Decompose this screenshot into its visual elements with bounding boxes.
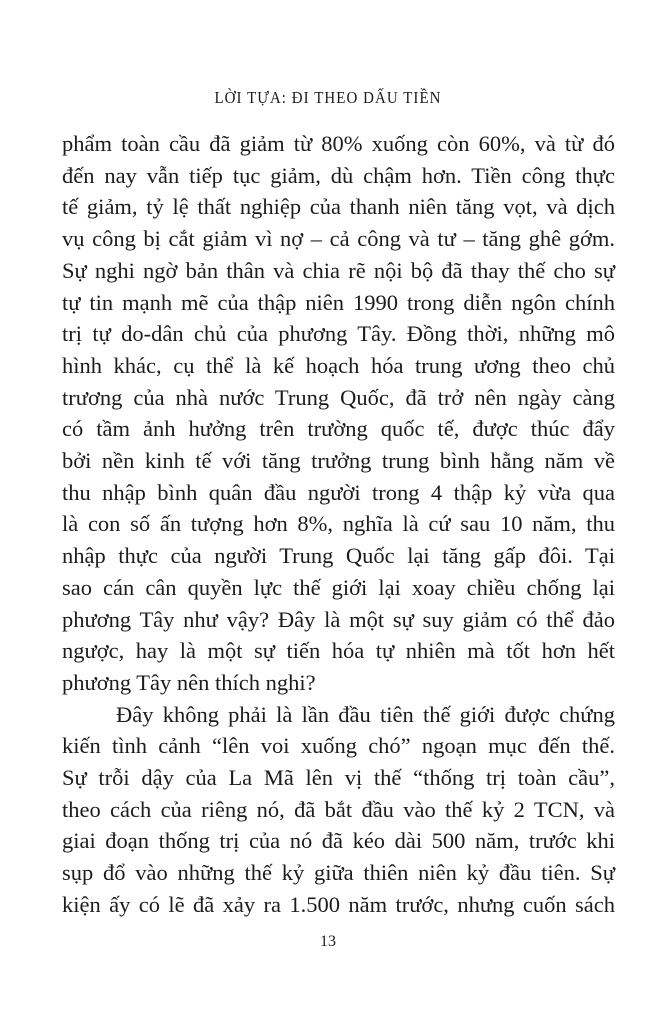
text-line: phương Tây như vậy? Đây là một sự suy giảm có thể đảo (62, 606, 615, 632)
text-line: bởi nền kinh tế với tăng trưởng trung bình hằng năm về (62, 448, 615, 474)
text-line: thu nhập bình quân đầu người trong 4 thập kỷ vừa qua (62, 479, 615, 505)
text-line: hình khác, cụ thể là kế hoạch hóa trung ương theo chủ (62, 352, 615, 378)
text-line: trị tự do-dân chủ của phương Tây. Đồng thời, những mô (62, 321, 615, 347)
text-line: kiến tình cảnh “lên voi xuống chó” ngoạn mục đến thế. (62, 733, 615, 759)
text-line: tự tin mạnh mẽ của thập niên 1990 trong diễn ngôn chính (62, 289, 615, 315)
text-line: theo cách của riêng nó, đã bắt đầu vào thế kỷ 2 TCN, và (62, 796, 615, 822)
page-number: 13 (320, 933, 336, 950)
text-line: phẩm toàn cầu đã giảm từ 80% xuống còn 60%, và từ đó (62, 131, 615, 156)
paragraph-1 (62, 128, 615, 699)
paragraph-2 (62, 699, 615, 921)
text-line: Sự trỗi dậy của La Mã lên vị thế “thống trị toàn cầu”, (62, 765, 615, 791)
text-line: kiện ấy có lẽ đã xảy ra 1.500 năm trước, nhưng cuốn sách (62, 891, 615, 917)
text-line: Sự nghi ngờ bản thân và chia rẽ nội bộ đã thay thế cho sự (62, 257, 615, 283)
text-line: đến nay vẫn tiếp tục giảm, dù chậm hơn. Tiền công thực (62, 162, 615, 188)
text-line: trương của nhà nước Trung Quốc, đã trở nên ngày càng (62, 384, 615, 410)
text-line: Đây không phải là lần đầu tiên thế giới được chứng (116, 701, 615, 727)
text-line: phương Tây nên thích nghi? (62, 669, 316, 695)
text-line: giai đoạn thống trị của nó đã kéo dài 500 năm, trước khi (62, 828, 615, 854)
text-line: tế giảm, tỷ lệ thất nghiệp của thanh niên tăng vọt, và dịch (62, 194, 615, 220)
text-line: nhập thực của người Trung Quốc lại tăng gấp đôi. Tại (62, 543, 615, 569)
text-line: có tầm ảnh hưởng trên trường quốc tế, được thúc đẩy (62, 416, 615, 442)
text-line: sụp đổ vào những thế kỷ giữa thiên niên kỷ đầu tiên. Sự (62, 860, 615, 886)
running-head: LỜI TỰA: ĐI THEO DẤU TIỀN (214, 88, 442, 107)
text-line: ngược, hay là một sự tiến hóa tự nhiên mà tốt hơn hết (62, 638, 615, 664)
text-line: là con số ấn tượng hơn 8%, nghĩa là cứ sau 10 năm, thu (62, 511, 615, 537)
text-line: sao cán cân quyền lực thế giới lại xoay chiều chống lại (62, 574, 615, 600)
text-line: vụ công bị cắt giảm vì nợ – cả công và tư – tăng ghê gớm. (62, 226, 615, 252)
body-text (62, 128, 615, 921)
